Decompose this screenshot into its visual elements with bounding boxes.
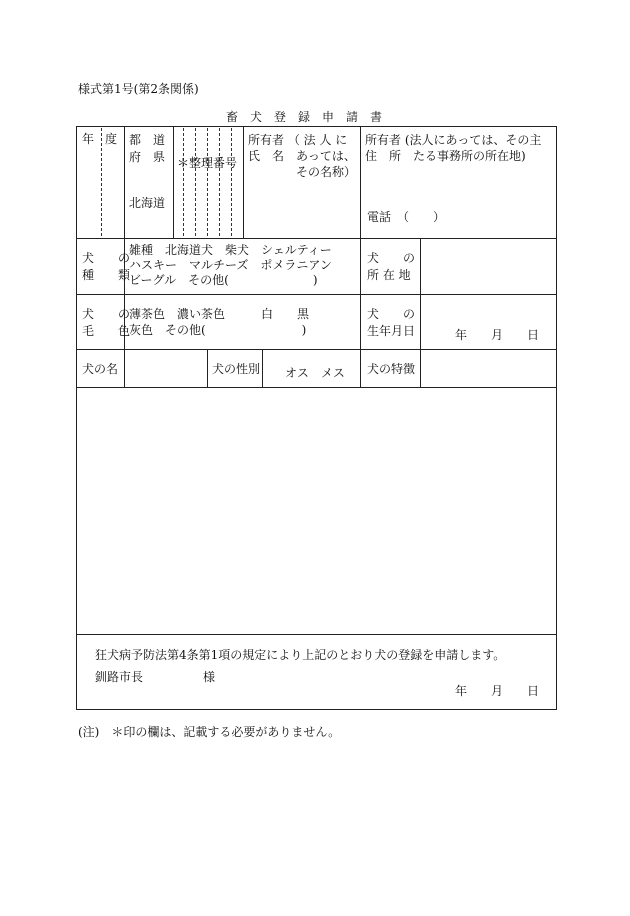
- breed-label: 犬 の 種 類: [82, 251, 131, 282]
- phone-label: 電話 （ ）: [367, 210, 446, 224]
- fiscal-year-label-2: 度: [105, 132, 118, 146]
- prefecture-value: 北海道: [129, 196, 166, 210]
- serial-number-label: ＊整理番号: [177, 156, 238, 170]
- dog-name-label: 犬の名: [82, 362, 119, 376]
- breed-options: 雑種 北海道犬 柴犬 シェルティー ハスキー マルチーズ ポメラニアン ビーグル その他( ): [129, 243, 332, 287]
- dog-sex-label: 犬の性別: [212, 362, 261, 376]
- declaration-addressee: 釧路市長 様: [95, 670, 216, 684]
- birth-date-value: 年 月 日: [455, 328, 540, 342]
- owner-name-label: 所有者 （ 法 人 に 氏 名 あっては、 その名称）: [248, 133, 357, 179]
- form-label: 様式第1号(第2条関係): [78, 82, 199, 96]
- coat-color-options: 薄茶色 濃い茶色 白 黒 灰色 その他( ): [129, 307, 310, 337]
- declaration-text: 狂犬病予防法第4条第1項の規定により上記のとおり犬の登録を申請します。: [95, 648, 506, 662]
- dog-location-label: 犬 の 所 在 地: [367, 251, 416, 282]
- declaration-date: 年 月 日: [455, 684, 540, 698]
- dog-sex-options: オス メス: [285, 366, 345, 380]
- form-title: 畜 犬 登 録 申 請 書: [226, 110, 383, 124]
- footnote: (注) ＊印の欄は、記載する必要がありません。: [78, 725, 341, 739]
- dog-features-label: 犬の特徴: [367, 362, 416, 376]
- fiscal-year-label: 年: [82, 132, 95, 146]
- coat-color-label: 犬 の 毛 色: [82, 307, 131, 338]
- owner-address-label: 所有者 (法人にあっては、その主 住 所 たる事務所の所在地): [365, 133, 542, 163]
- birth-date-label: 犬 の 生年月日: [367, 307, 416, 338]
- prefecture-label: 都 道 府 県: [129, 133, 166, 164]
